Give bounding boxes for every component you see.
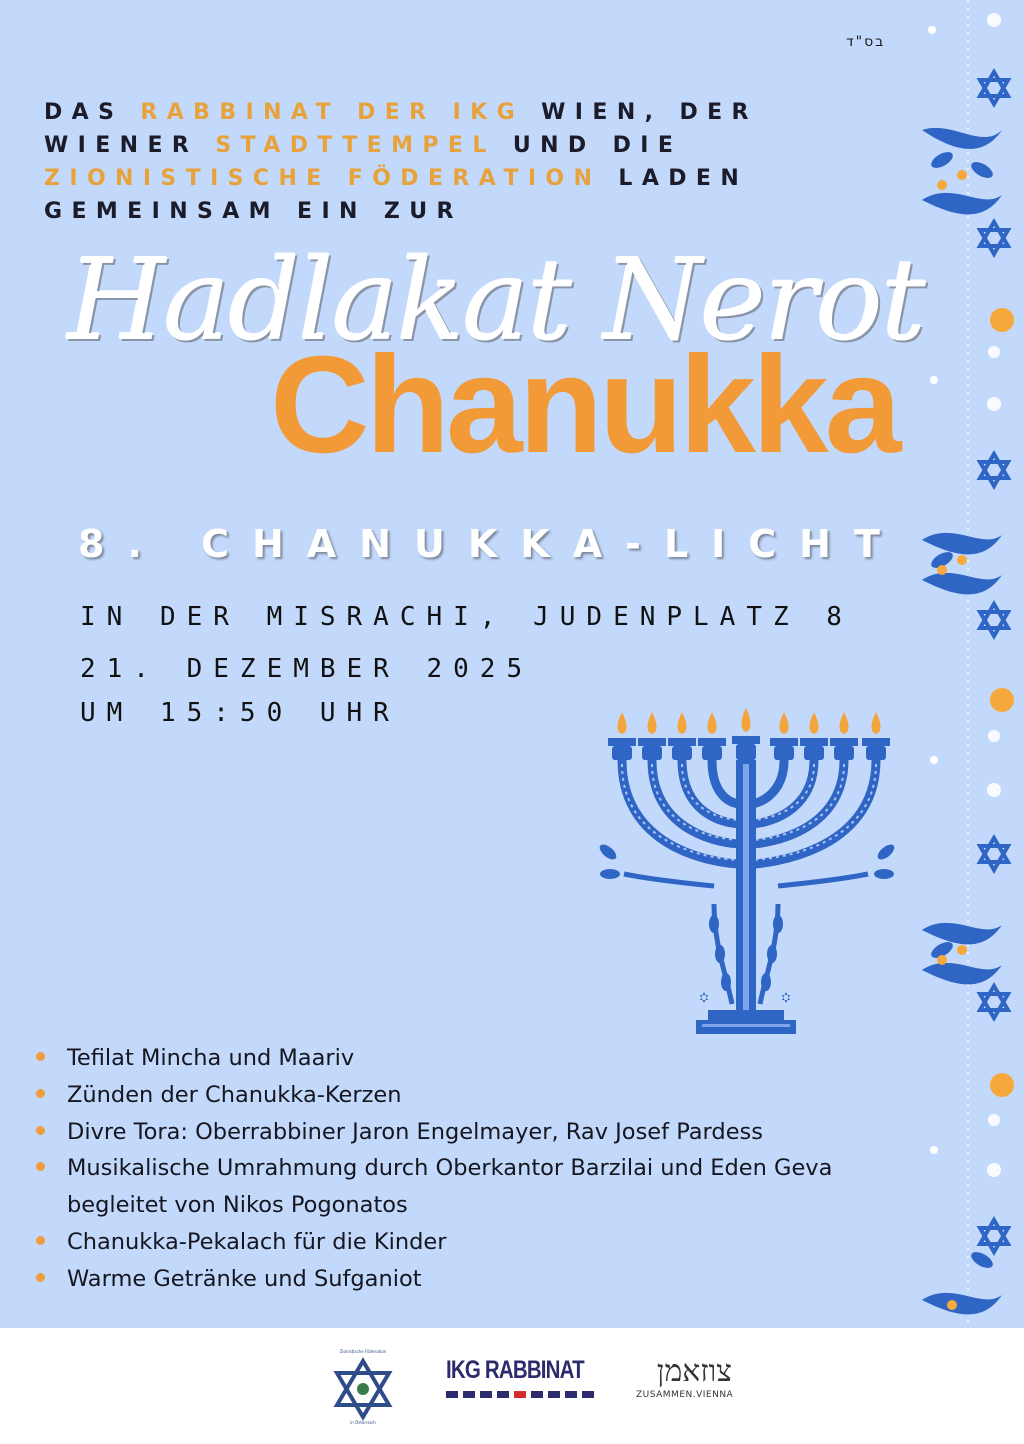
list-item-text: Musikalische Umrahmung durch Oberkantor Barzilai und Eden Geva — [67, 1155, 833, 1182]
zusammen-latin: ZUSAMMEN.VIENNA — [636, 1390, 734, 1400]
snowflake-icon — [987, 13, 1001, 1177]
bullet-icon — [36, 1273, 45, 1282]
zf-logo-bottom: in Österreich — [350, 1420, 376, 1425]
list-item-continuation — [36, 1187, 832, 1224]
intro-part: UND DIE — [495, 133, 683, 158]
zionist-federation-logo — [328, 1345, 398, 1425]
list-item-text: Divre Tora: Oberrabbiner Jaron Engelmayer, Rav Josef Pardess — [67, 1118, 763, 1145]
intro-part: LADEN GEMEINSAM EIN ZUR — [44, 166, 749, 224]
bullet-icon — [36, 1052, 45, 1061]
list-item — [36, 1150, 832, 1187]
floral-border — [912, 0, 1024, 1328]
bullet-icon — [36, 1126, 45, 1135]
list-item — [36, 1224, 832, 1261]
event-date: 21. DEZEMBER 2025 — [80, 654, 534, 684]
bullet-icon — [36, 1162, 45, 1171]
bullet-icon — [36, 1089, 45, 1098]
intro-part: DAS — [44, 100, 141, 125]
list-item-text: Zünden der Chanukka-Kerzen — [67, 1081, 402, 1108]
intro-highlight: RABBINAT DER IKG — [140, 100, 525, 125]
zf-logo-top: Zionistische Föderation — [339, 1349, 387, 1354]
flower-icon — [937, 170, 1014, 1310]
list-item-text: Chanukka-Pekalach für die Kinder — [67, 1228, 447, 1255]
title-script: Hadlakat Nerot — [67, 236, 925, 366]
intro-text — [44, 96, 924, 228]
program-list — [36, 1040, 832, 1298]
event-location: IN DER MISRACHI, JUDENPLATZ 8 — [80, 602, 853, 632]
menorah-icon — [594, 704, 904, 1040]
star-of-david-icon — [980, 72, 1008, 104]
list-item-text: Tefilat Mincha und Maariv — [67, 1045, 355, 1071]
list-item-text: Warme Getränke und Sufganiot — [67, 1265, 422, 1292]
event-time: UM 15:50 UHR — [80, 698, 400, 728]
list-item-text: begleitet von Nikos Pogonatos — [67, 1192, 408, 1219]
ikg-rabbinat-logo — [446, 1356, 596, 1416]
list-item — [36, 1114, 832, 1151]
subtitle: 8. CHANUKKA-LICHT — [78, 522, 903, 566]
title-main: Chanukka — [270, 328, 898, 482]
list-item — [36, 1040, 832, 1077]
intro-highlight: ZIONISTISCHE FÖDERATION — [44, 166, 602, 191]
bsd-mark: בס"ד — [846, 34, 886, 50]
bullet-icon — [36, 1236, 45, 1245]
zusammen-hebrew: צוזאמן — [656, 1354, 732, 1389]
list-item — [36, 1077, 832, 1114]
leaf-branch-icon — [922, 128, 1002, 1315]
intro-highlight: STADTTEMPEL — [215, 133, 496, 158]
list-item — [36, 1261, 832, 1298]
zusammen-vienna-logo — [636, 1356, 736, 1406]
ikg-logo-text: IKG RABBINAT — [446, 1356, 584, 1384]
intro-part: WIEN, DER WIENER — [44, 100, 758, 158]
ikg-logo-dots — [446, 1391, 596, 1398]
